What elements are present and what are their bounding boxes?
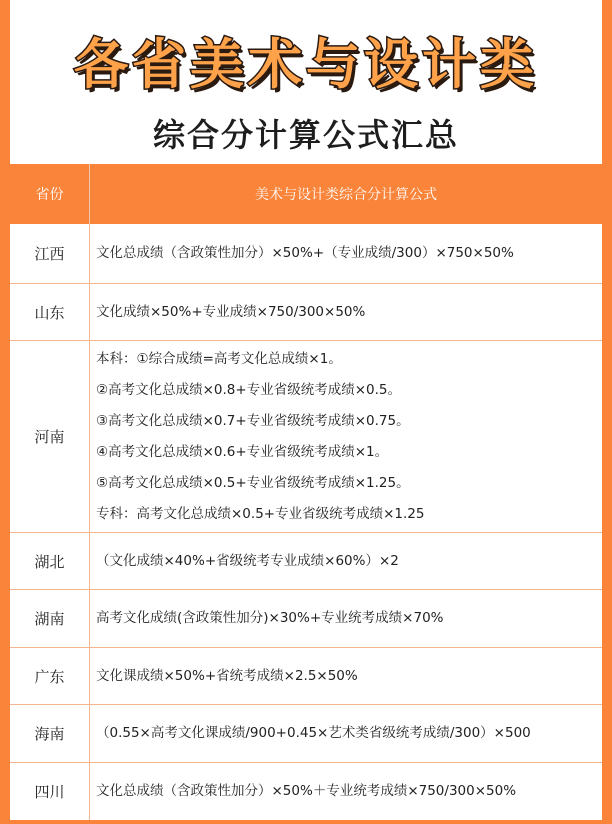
province-cell: 四川 [10,763,90,820]
formula-cell: （0.55×高考文化课成绩/900+0.45×艺术类省级统考成绩/300）×500 [96,725,531,742]
province-cell: 江西 [10,224,90,283]
table-header [10,164,602,224]
province-cell: 山东 [10,284,90,340]
formula-cell: 文化课成绩×50%+省统考成绩×2.5×50% [96,667,358,684]
formula-line: 本科：①综合成绩=高考文化总成绩×1。 [96,350,342,367]
formula-cell: 文化总成绩（含政策性加分）×50%＋专业统考成绩×750/300×50% [96,783,517,800]
formula-line: ④高考文化总成绩×0.6+专业省级统考成绩×1。 [96,443,389,460]
column-header-province: 省份 [10,164,90,224]
formula-line: ②高考文化总成绩×0.8+专业省级统考成绩×0.5。 [96,381,401,398]
page-subtitle: 综合分计算公式汇总 [152,116,459,154]
province-cell: 湖北 [10,533,90,589]
formula-table [10,164,602,820]
province-cell: 广东 [10,648,90,704]
column-header-formula: 美术与设计类综合分计算公式 [255,187,437,203]
formula-line: ⑤高考文化总成绩×0.5+专业省级统考成绩×1.25。 [96,474,410,491]
province-cell: 海南 [10,705,90,762]
table-row [10,763,602,820]
table-row [10,224,602,284]
table-row [10,590,602,648]
table-row [10,648,602,705]
formula-cell: （文化成绩×40%+省级统考专业成绩×60%）×2 [96,552,399,569]
table-row [10,341,602,533]
table-row [10,284,602,341]
page-title: 各省美术与设计类 [74,33,538,96]
formula-line: ③高考文化总成绩×0.7+专业省级统考成绩×0.75。 [96,412,410,429]
formula-line: 专科：高考文化总成绩×0.5+专业省级统考成绩×1.25 [96,505,425,522]
province-cell: 河南 [10,341,90,532]
table-row [10,705,602,763]
table-row [10,533,602,590]
formula-cell-multiline [90,341,602,532]
header-card [10,0,602,164]
formula-cell: 文化总成绩（含政策性加分）×50%+（专业成绩/300）×750×50% [96,245,514,262]
formula-cell: 高考文化成绩(含政策性加分)×30%+专业统考成绩×70% [96,610,444,627]
province-cell: 湖南 [10,590,90,647]
formula-cell: 文化成绩×50%+专业成绩×750/300×50% [96,303,366,320]
